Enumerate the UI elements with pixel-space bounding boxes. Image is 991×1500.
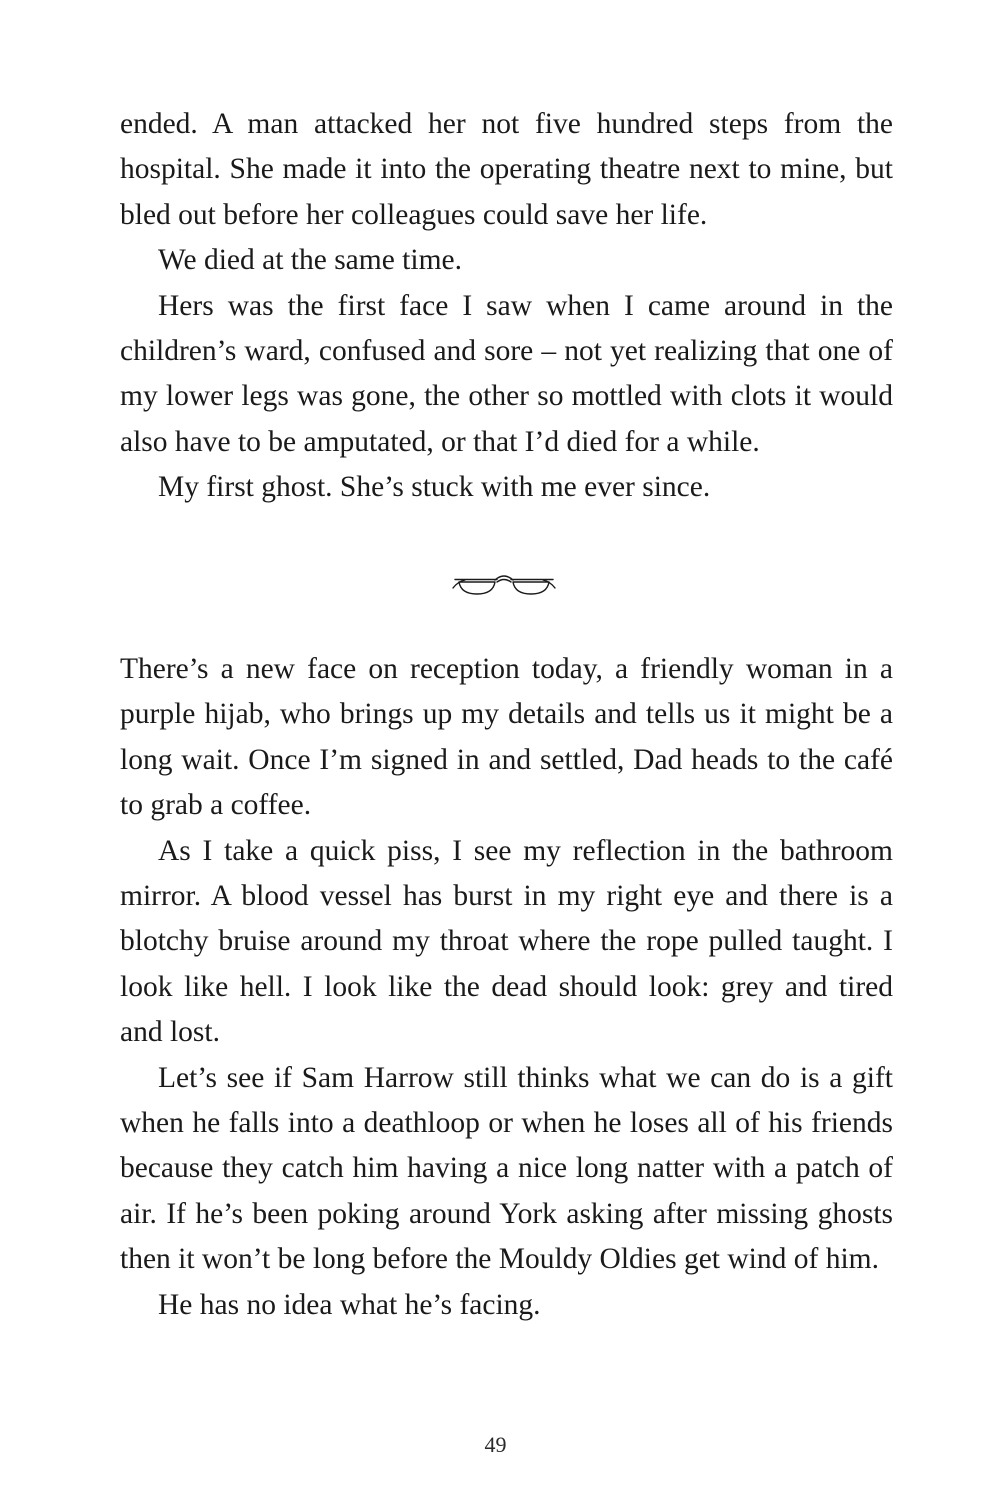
spectacles-ornament-icon	[451, 569, 557, 599]
section-after-break	[120, 647, 893, 1328]
paragraph: My first ghost. She’s stuck with me ever since.	[158, 471, 711, 504]
paragraph: Hers was the first face I saw when I came around in the children’s ward, confused and sore – not yet realizing that one of my lower legs was gone, the other so mottled with clots it would also have to be amputated, or that I’d died for a while.	[120, 289, 893, 458]
section-before-break	[120, 102, 893, 511]
paragraph: There’s a new face on reception today, a friendly woman in a purple hijab, who brings up my details and tells us it might be a long wait. Once I’m signed in and settled, Dad heads to the café to grab a coffee.	[120, 653, 893, 822]
paragraph-continuation: ended. A man attacked her not five hundred steps from the hospital. She made it into the operating theatre next to mine, but bled out before her colleagues could save her life.	[120, 108, 893, 231]
paragraph: He has no idea what he’s facing.	[158, 1288, 541, 1321]
paragraph: Let’s see if Sam Harrow still thinks what we can do is a gift when he falls into a deathloop or when he loses all of his friends because they catch him having a nice long natter with a patch of air. If he’s been poking around York asking after missing ghosts then it won’t be long before the Mouldy Oldies get wind of him.	[120, 1061, 893, 1276]
paragraph: We died at the same time.	[158, 244, 462, 277]
page-number: 49	[484, 1432, 507, 1457]
paragraph: As I take a quick piss, I see my reflection in the bathroom mirror. A blood vessel has burst in my right eye and there is a blotchy bruise around my throat where the rope pulled taught. I look like hell. I look like the dead should look: grey and tired and lost.	[120, 834, 893, 1049]
